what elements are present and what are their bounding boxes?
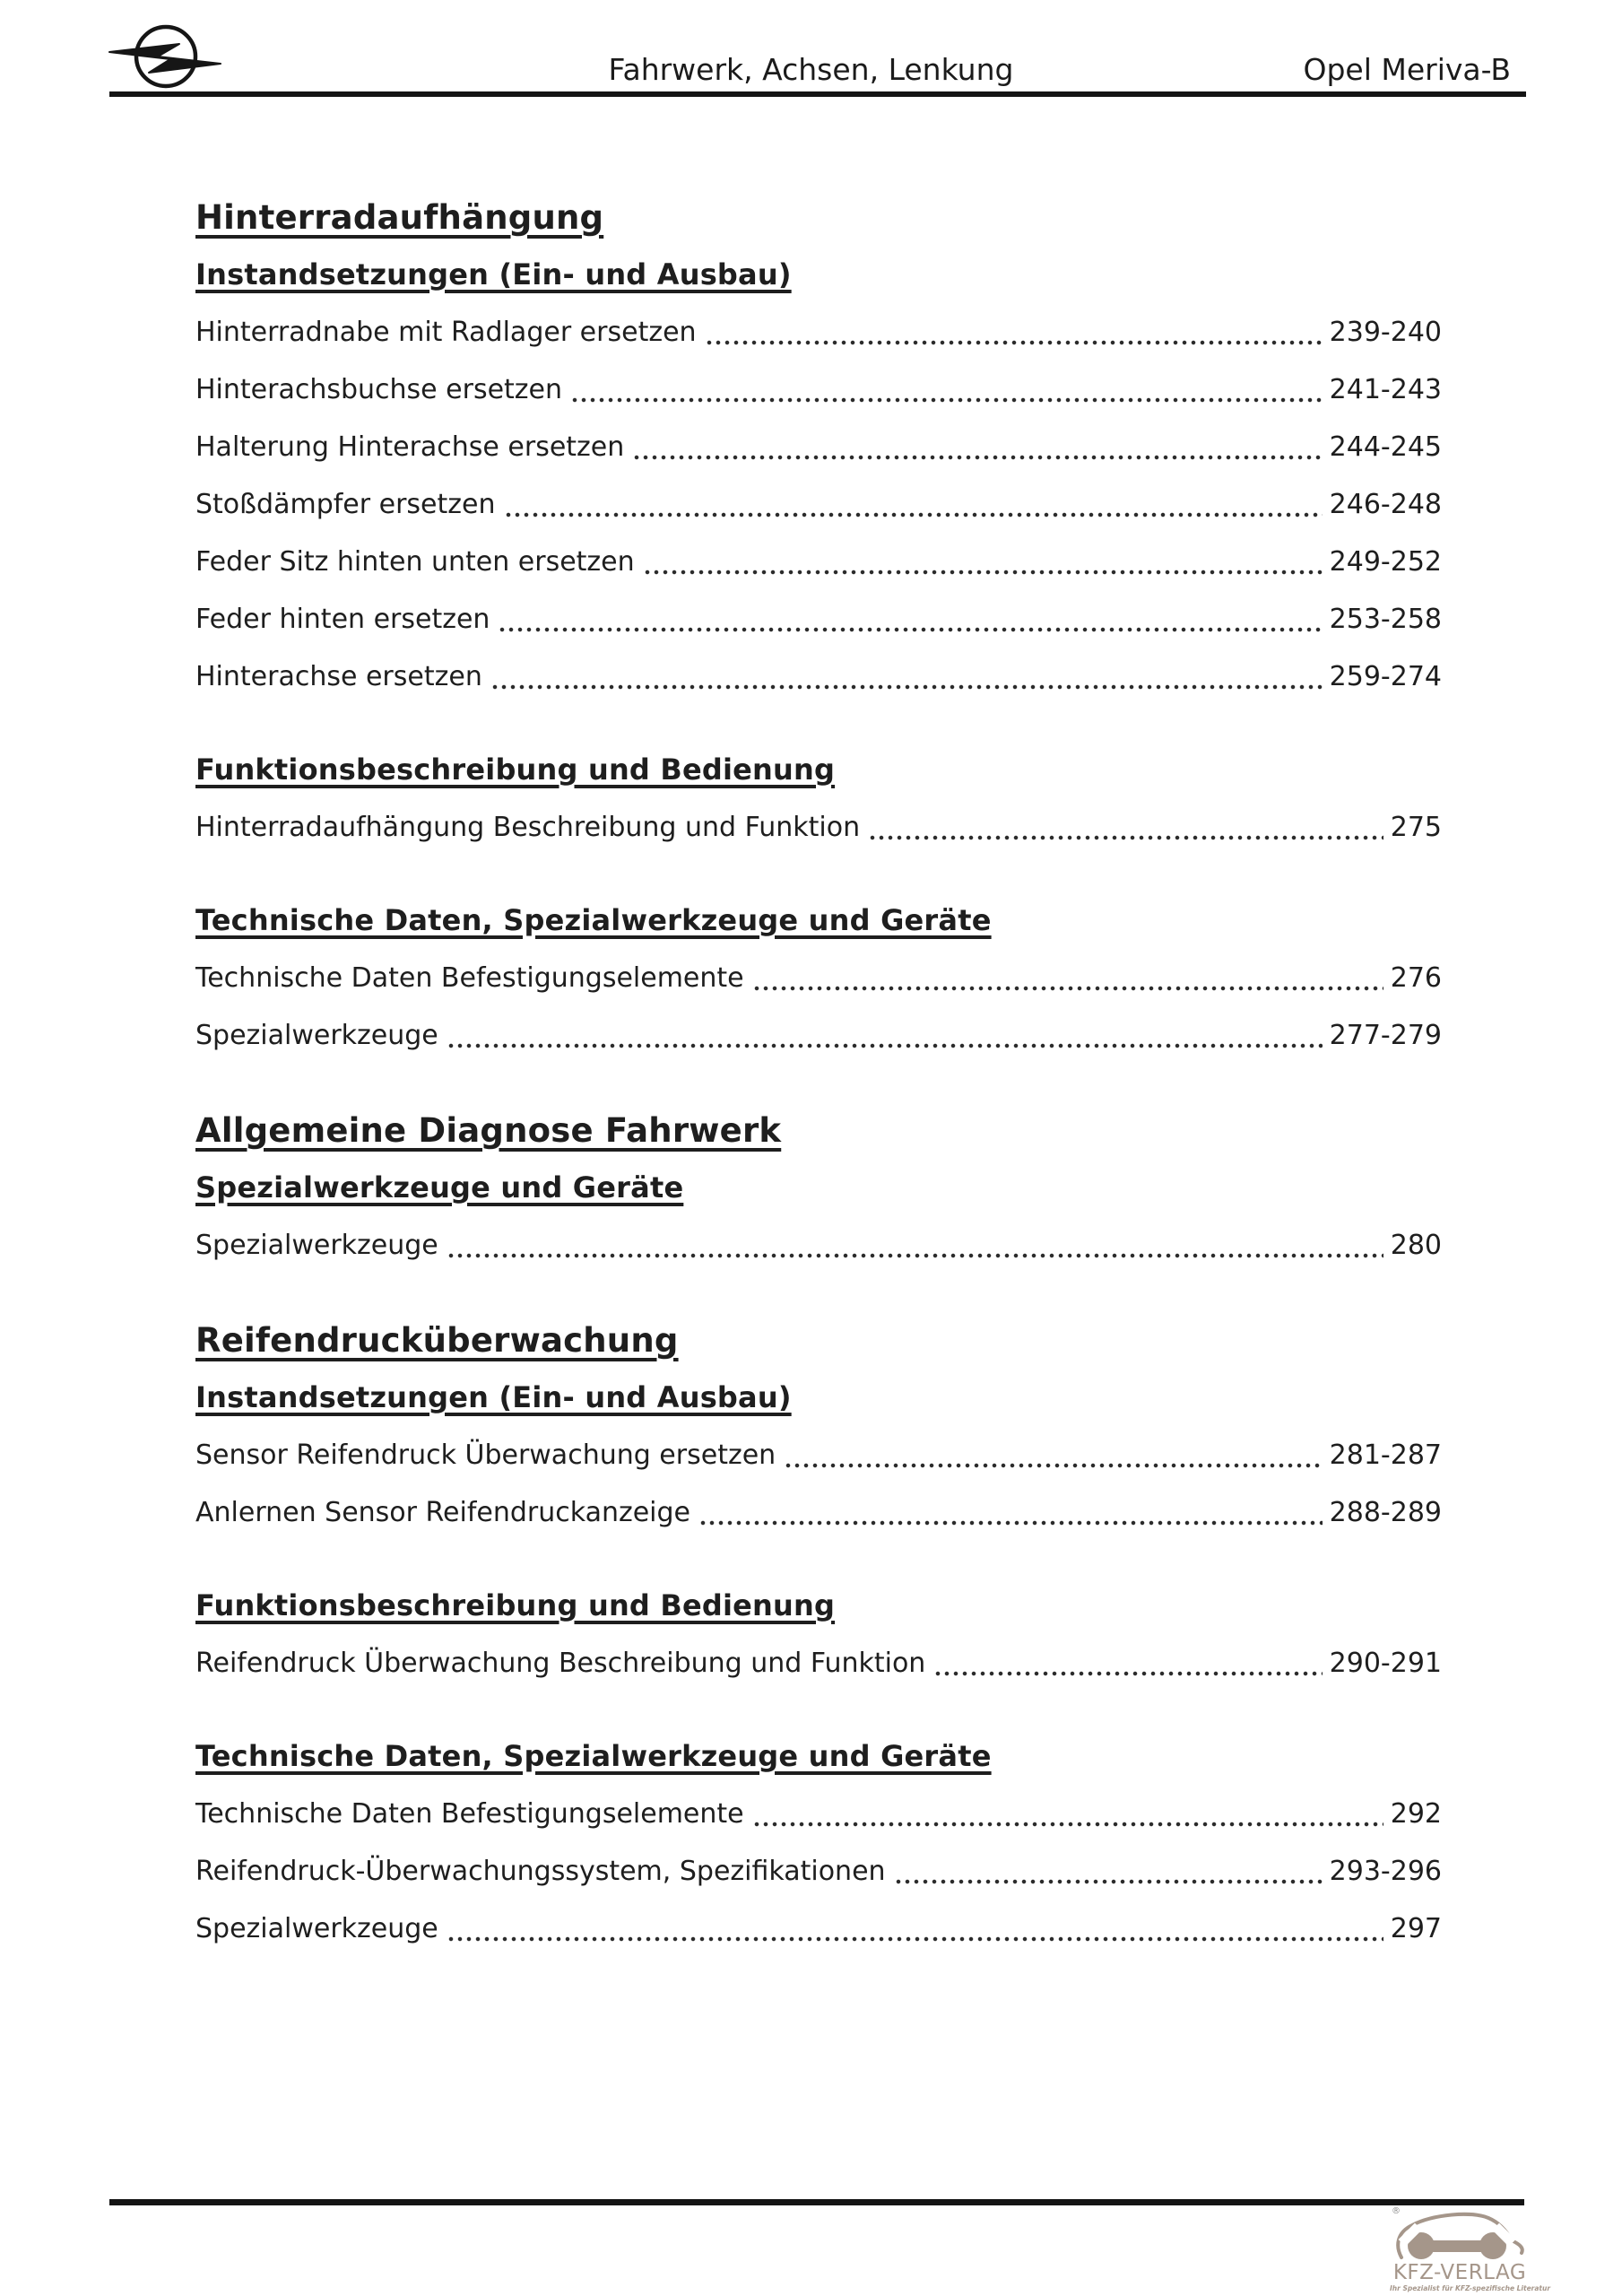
toc-row <box>195 1439 1442 1473</box>
toc-entry-pages: 246-248 <box>1329 489 1442 520</box>
dot-leader <box>571 396 1323 404</box>
dot-leader <box>934 1670 1322 1677</box>
toc-row <box>195 1019 1442 1053</box>
toc-entry-pages: 241-243 <box>1329 374 1442 405</box>
toc-group <box>195 1170 1442 1263</box>
toc-entry-pages: 244-245 <box>1329 431 1442 463</box>
toc-row <box>195 1496 1442 1530</box>
toc-chapter <box>195 1110 1442 1263</box>
chapter-title: Hinterradaufhängung <box>195 198 604 237</box>
dot-leader <box>447 1252 1383 1259</box>
toc-entry-label: Hinterradaufhängung Beschreibung und Funktion <box>195 812 861 843</box>
toc-entry-label: Hinterachse ersetzen <box>195 661 482 692</box>
toc-entry-label: Reifendruck-Überwachungssystem, Spezifikationen <box>195 1856 886 1887</box>
chapter-title: Reifendrucküberwachung <box>195 1321 679 1360</box>
toc-group-heading: Technische Daten, Spezialwerkzeuge und Geräte <box>195 903 992 937</box>
toc-group <box>195 752 1442 845</box>
toc-entry-pages: 275 <box>1390 812 1442 843</box>
toc-entry-label: Feder hinten ersetzen <box>195 604 490 635</box>
toc-entry-pages: 290-291 <box>1329 1648 1442 1679</box>
dot-leader <box>491 683 1323 691</box>
toc-entry-label: Spezialwerkzeuge <box>195 1020 438 1051</box>
toc-entry-pages: 259-274 <box>1329 661 1442 692</box>
header-section-title: Fahrwerk, Achsen, Lenkung <box>608 52 1014 87</box>
toc-entry-label: Spezialwerkzeuge <box>195 1230 438 1261</box>
kfz-verlag-brand-text: KFZ-VERLAG <box>1392 2261 1527 2284</box>
toc-group-heading: Instandsetzungen (Ein- und Ausbau) <box>195 257 792 291</box>
toc-group <box>195 1379 1442 1530</box>
registered-trademark-icon: ® <box>1392 2206 1401 2216</box>
toc-row <box>195 1855 1442 1889</box>
toc-row <box>195 488 1442 522</box>
dot-leader <box>499 626 1322 633</box>
toc-entry-pages: 293-296 <box>1329 1856 1442 1887</box>
toc-entry-label: Stoßdämpfer ersetzen <box>195 489 496 520</box>
toc-group-heading: Funktionsbeschreibung und Bedienung <box>195 752 836 787</box>
dot-leader <box>785 1462 1322 1469</box>
toc-entry-label: Spezialwerkzeuge <box>195 1913 438 1944</box>
toc-row <box>195 961 1442 996</box>
toc-entry-pages: 297 <box>1390 1913 1442 1944</box>
toc-entry-pages: 276 <box>1390 962 1442 994</box>
dot-leader <box>869 834 1383 841</box>
toc-chapter <box>195 197 1442 1053</box>
dot-leader <box>633 454 1322 461</box>
toc-group <box>195 1738 1442 1946</box>
kfz-verlag-tagline: Ihr Spezialist für KFZ-spezifische Literatur <box>1390 2284 1551 2292</box>
dot-leader <box>895 1878 1323 1885</box>
toc-entry-pages: 292 <box>1390 1798 1442 1830</box>
toc-entry-label: Sensor Reifendruck Überwachung ersetzen <box>195 1439 776 1471</box>
toc-row <box>195 316 1442 350</box>
toc-entry-label: Hinterachsbuchse ersetzen <box>195 374 563 405</box>
toc-group <box>195 257 1442 694</box>
toc-entry-label: Technische Daten Befestigungselemente <box>195 1798 744 1830</box>
toc-content <box>195 0 1442 2004</box>
toc-row <box>195 811 1442 845</box>
dot-leader <box>706 339 1323 346</box>
toc-entry-pages: 239-240 <box>1329 317 1442 348</box>
toc-entry-label: Halterung Hinterachse ersetzen <box>195 431 625 463</box>
dot-leader <box>753 985 1383 992</box>
toc-group-heading: Funktionsbeschreibung und Bedienung <box>195 1588 836 1622</box>
dot-leader <box>644 569 1323 576</box>
toc-group <box>195 902 1442 1053</box>
toc-entry-label: Technische Daten Befestigungselemente <box>195 962 744 994</box>
chapter-title: Allgemeine Diagnose Fahrwerk <box>195 1111 782 1150</box>
dot-leader <box>505 511 1323 518</box>
toc-group-heading: Instandsetzungen (Ein- und Ausbau) <box>195 1380 792 1414</box>
toc-chapter <box>195 1320 1442 1946</box>
toc-group <box>195 1587 1442 1681</box>
dot-leader <box>699 1519 1323 1526</box>
toc-entry-label: Hinterradnabe mit Radlager ersetzen <box>195 317 697 348</box>
toc-group-heading: Technische Daten, Spezialwerkzeuge und Geräte <box>195 1739 992 1773</box>
toc-row <box>195 1797 1442 1831</box>
footer-rule <box>109 2199 1524 2205</box>
kfz-verlag-logo <box>1390 2206 1551 2293</box>
car-wrench-icon <box>1392 2206 1527 2260</box>
toc-entry-label: Reifendruck Überwachung Beschreibung und Funktion <box>195 1648 926 1679</box>
dot-leader <box>753 1821 1383 1828</box>
toc-row <box>195 1229 1442 1263</box>
toc-entry-pages: 249-252 <box>1329 546 1442 578</box>
toc-row <box>195 603 1442 637</box>
toc-entry-pages: 281-287 <box>1329 1439 1442 1471</box>
toc-entry-pages: 280 <box>1390 1230 1442 1261</box>
toc-row <box>195 430 1442 465</box>
toc-row <box>195 373 1442 407</box>
toc-row <box>195 545 1442 579</box>
toc-row <box>195 660 1442 694</box>
toc-entry-pages: 253-258 <box>1329 604 1442 635</box>
dot-leader <box>447 1935 1383 1943</box>
toc-entry-label: Anlernen Sensor Reifendruckanzeige <box>195 1497 691 1528</box>
toc-group-heading: Spezialwerkzeuge und Geräte <box>195 1170 684 1205</box>
toc-row <box>195 1912 1442 1946</box>
toc-entry-pages: 288-289 <box>1329 1497 1442 1528</box>
dot-leader <box>447 1042 1323 1049</box>
header-model-title: Opel Meriva-B <box>1303 52 1511 87</box>
toc-entry-pages: 277-279 <box>1329 1020 1442 1051</box>
toc-row <box>195 1647 1442 1681</box>
toc-entry-label: Feder Sitz hinten unten ersetzen <box>195 546 635 578</box>
